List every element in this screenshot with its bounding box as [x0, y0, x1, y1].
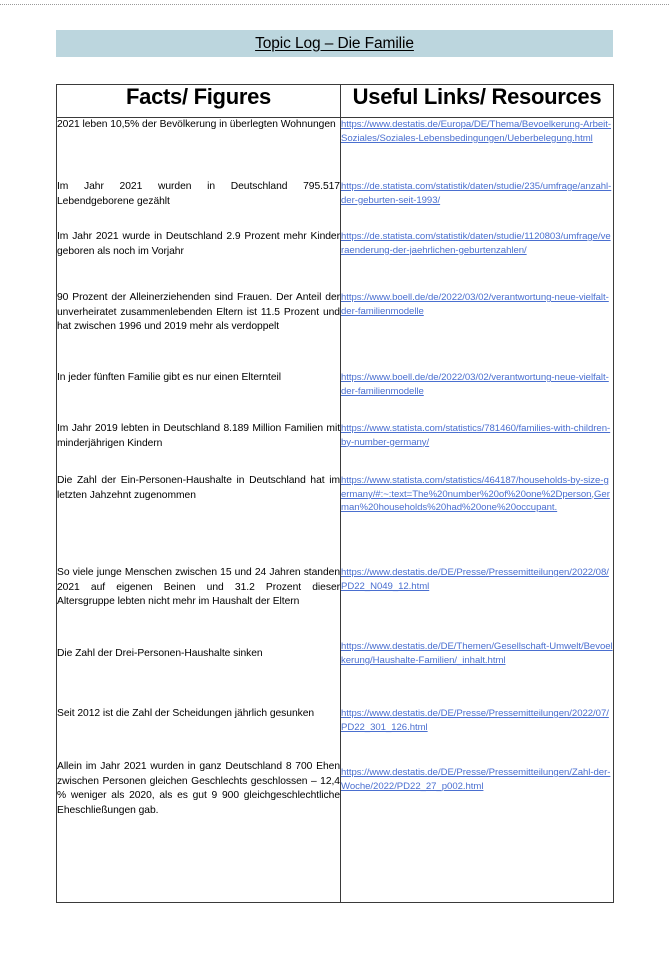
resource-link[interactable]: https://www.destatis.de/DE/Presse/Pressemitteilungen/2022/08/PD22_N049_12.html [341, 567, 609, 592]
link-item[interactable] [341, 766, 613, 793]
table-header-row [57, 85, 614, 118]
fact-item [57, 230, 340, 259]
resource-link[interactable]: https://www.boell.de/de/2022/03/02/verantwortung-neue-vielfalt-der-familienmodelle [341, 292, 609, 317]
link-item[interactable] [341, 180, 613, 207]
page-title: Topic Log – Die Familie [255, 34, 414, 52]
fact-text: So viele junge Menschen zwischen 15 und 24 Jahren standen 2021 auf eigenen Beinen und 31.2 Prozent dieser Altersgruppe lebten nicht mehr im Haushalt der Eltern [57, 567, 340, 608]
fact-text: Im Jahr 2021 wurden in Deutschland 795.517 Lebendgeborene gezählt [57, 181, 340, 207]
header-label-links: Useful Links/ Resources [352, 84, 602, 109]
fact-item [57, 180, 340, 209]
resource-link[interactable]: https://www.boell.de/de/2022/03/02/verantwortung-neue-vielfalt-der-familienmodelle [341, 372, 609, 397]
fact-item [57, 707, 340, 722]
link-item[interactable] [341, 230, 613, 257]
link-item[interactable] [341, 422, 613, 449]
link-item[interactable] [341, 707, 613, 734]
fact-item [57, 760, 340, 818]
facts-column [57, 118, 340, 902]
link-item[interactable] [341, 640, 613, 667]
link-item[interactable] [341, 474, 613, 515]
resource-link[interactable]: https://www.statista.com/statistics/781460/families-with-children-by-number-germany/ [341, 423, 611, 448]
fact-text: Im Jahr 2021 wurde in Deutschland 2.9 Prozent mehr Kinder geboren als noch im Vorjahr [57, 231, 340, 257]
fact-item [57, 291, 340, 335]
fact-text: Allein im Jahr 2021 wurden in ganz Deutschland 8 700 Ehen zwischen Personen gleichen Geschlechts geschlossen – 12,4 % weniger als 2020, als es gut 9 900 gleichgeschlechtliche Eheschließungen gab. [57, 761, 340, 816]
resource-link[interactable]: https://www.destatis.de/Europa/DE/Thema/Bevoelkerung-Arbeit-Soziales/Soziales-Lebensbedingungen/Ueberbelegung.html [341, 119, 612, 144]
header-label-facts: Facts/ Figures [126, 84, 271, 109]
facts-cell [57, 118, 341, 903]
link-item[interactable] [341, 291, 613, 318]
resource-link[interactable]: https://www.statista.com/statistics/464187/households-by-size-germany/#:~:text=The%20number%20of%20one%2Dperson,German%20households%20had%20one%20occupant. [341, 475, 610, 514]
fact-text: Die Zahl der Ein-Personen-Haushalte in Deutschland hat im letzten Jahzehnt zugenommen [57, 475, 340, 501]
resource-link[interactable]: https://www.destatis.de/DE/Presse/Pressemitteilungen/2022/07/PD22_301_126.html [341, 708, 609, 733]
link-item[interactable] [341, 118, 613, 145]
header-cell-facts [57, 85, 341, 118]
fact-text: Seit 2012 ist die Zahl der Scheidungen jährlich gesunken [57, 708, 315, 719]
links-column [341, 118, 613, 902]
fact-item [57, 371, 340, 386]
topic-log-table [56, 84, 614, 903]
fact-item [57, 647, 340, 662]
fact-item [57, 474, 340, 503]
fact-text: 2021 leben 10,5% der Bevölkerung in überlegten Wohnungen [57, 119, 336, 130]
table-body-row [57, 118, 614, 903]
resource-link[interactable]: https://de.statista.com/statistik/daten/studie/1120803/umfrage/veraenderung-der-jaehrlichen-geburtenzahlen/ [341, 231, 611, 256]
resource-link[interactable]: https://www.destatis.de/DE/Presse/Pressemitteilungen/Zahl-der-Woche/2022/PD22_27_p002.html [341, 767, 611, 792]
header-cell-links [341, 85, 614, 118]
fact-item [57, 118, 340, 133]
resource-link[interactable]: https://www.destatis.de/DE/Themen/Gesellschaft-Umwelt/Bevoelkerung/Haushalte-Familien/_inhalt.html [341, 641, 613, 666]
link-item[interactable] [341, 371, 613, 398]
fact-text: Im Jahr 2019 lebten in Deutschland 8.189 Million Familien mit minderjährigen Kindern [57, 423, 340, 449]
fact-text: Die Zahl der Drei-Personen-Haushalte sinken [57, 648, 263, 659]
fact-item [57, 566, 340, 610]
links-cell [341, 118, 614, 903]
fact-text: In jeder fünften Familie gibt es nur einen Elternteil [57, 372, 282, 383]
page-top-rule [0, 4, 669, 6]
fact-item [57, 422, 340, 451]
fact-text: 90 Prozent der Alleinerziehenden sind Frauen. Der Anteil der unverheiratet zusammenlebenden Eltern ist 11.5 Prozent und hat zwischen 1996 und 2019 mehr als verdoppelt [57, 292, 340, 333]
link-item[interactable] [341, 566, 613, 593]
resource-link[interactable]: https://de.statista.com/statistik/daten/studie/235/umfrage/anzahl-der-geburten-seit-1993/ [341, 181, 612, 206]
topic-title-banner [56, 30, 613, 57]
